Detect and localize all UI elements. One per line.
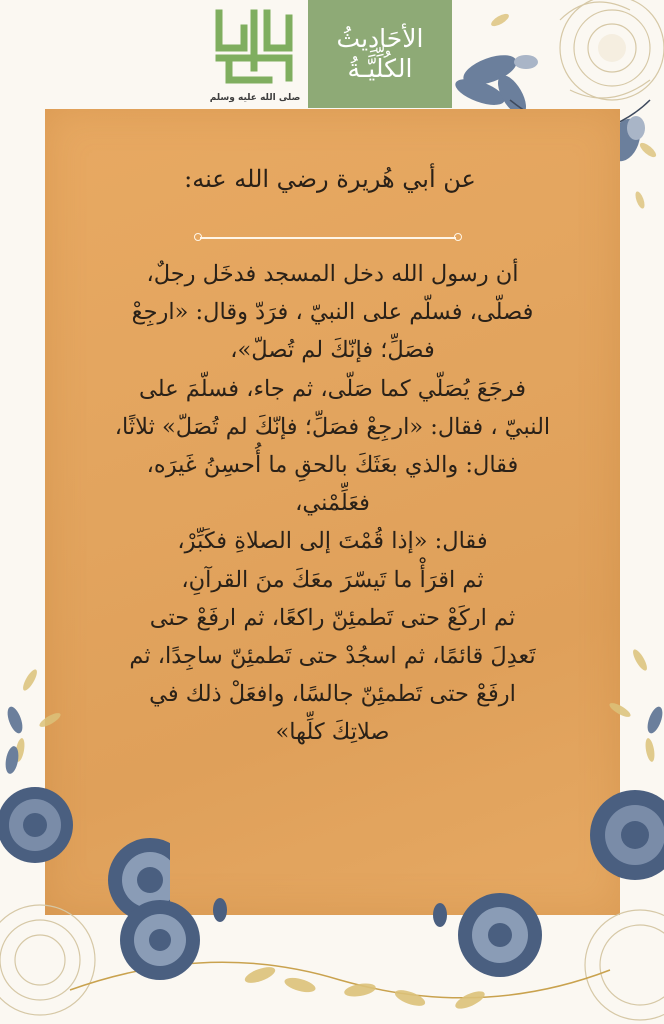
ornamental-divider	[194, 233, 462, 243]
hadith-line: ثم اقرَأْ ما تَيسّرَ معَكَ منَ القرآنِ،	[181, 566, 484, 593]
hadith-line: فرجَعَ يُصَلّي كما صَلّى، ثم جاء، فسلّمَ على	[139, 375, 526, 402]
divider-left-dot	[194, 233, 202, 241]
narrator-heading: عن أبي هُريرة رضي الله عنه:	[184, 165, 476, 193]
series-title-badge	[308, 0, 452, 108]
hadith-line: ثم اركَعْ حتى تَطمئِنّ راكعًا، ثم ارفَعْ حتى	[149, 604, 516, 631]
hadith-line: تَعدِلَ قائمًا، ثم اسجُدْ حتى تَطمئِنّ ساجِدًا، ثم	[129, 643, 536, 670]
hadith-line: النبيّ ، فقال: «ارجِعْ فصَلِّ؛ فإنّكَ لم تُصَلّ» ثلاثًا،	[114, 413, 551, 440]
hadith-line: ارفَعْ حتى تَطمئِنّ جالسًا، وافعَلْ ذلك في	[149, 681, 516, 708]
hadith-line: فقال: والذي بعَثَكَ بالحقِ ما أُحسِنُ غَيرَه،	[146, 452, 519, 479]
divider-right-dot	[454, 233, 462, 241]
hadith-line: صلاتِكَ كلِّها»	[275, 719, 390, 746]
divider-line	[200, 237, 456, 239]
logo-subtitle: صلى الله عليه وسلم	[209, 93, 301, 103]
logo	[203, 8, 307, 110]
hadith-line: فصلّى، فسلّم على النبيّ ، فرَدّ وقال: «ارجِعْ	[131, 299, 534, 326]
hadith-line: أن رسول الله دخل المسجد فدخَل رجلٌ،	[146, 261, 519, 287]
hadith-line: فعَلِّمْني،	[295, 490, 370, 517]
series-title-line2: الكُلِّيَّـةُ	[347, 54, 413, 83]
hadith-line: فصَلِّ؛ فإنّكَ لم تُصلّ»،	[230, 337, 435, 364]
calligraphy-logo-icon	[209, 8, 301, 88]
hadith-line: فقال: «إذا قُمْتَ إلى الصلاةِ فكَبِّرْ،	[177, 528, 488, 555]
hadith-body	[70, 255, 595, 752]
series-title-line1: الأحَادِيثُ	[336, 24, 424, 53]
